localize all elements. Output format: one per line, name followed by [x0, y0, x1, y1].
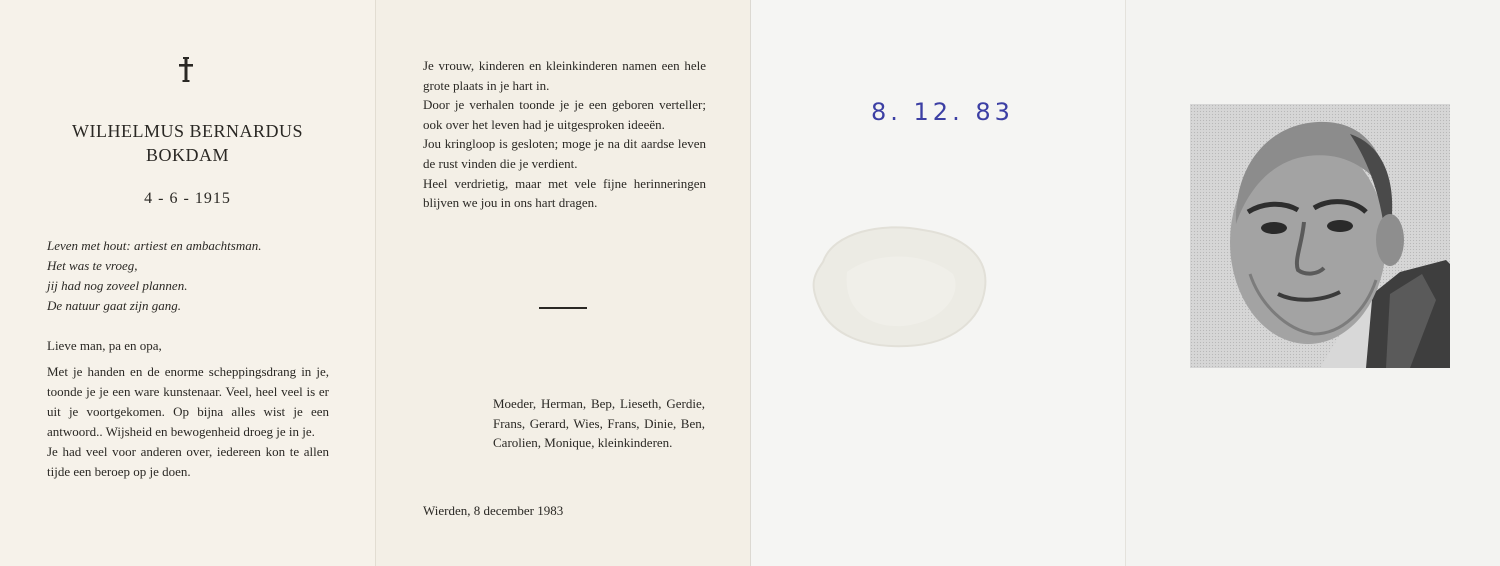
name-line-2: BOKDAM — [145, 145, 229, 165]
signers-list: Moeder, Herman, Bep, Lieseth, Gerdie, Frans, Gerard, Wies, Frans, Dinie, Ben, Carolien, Monique, kleinkinderen. — [493, 396, 705, 451]
divider-rule — [539, 307, 587, 309]
greeting: Lieve man, pa en opa, — [47, 338, 162, 353]
poem-line: De natuur gaat zijn gang. — [47, 298, 181, 313]
place-and-date: Wierden, 8 december 1983 — [423, 503, 564, 518]
tribute-paragraph: Heel verdrietig, maar met vele fijne herinneringen blijven we jou in ons hart dragen. — [423, 175, 706, 211]
card-panel-inside — [375, 0, 750, 566]
poem-line: Leven met hout: artiest en ambachtsman. — [47, 238, 262, 253]
tribute-text-right — [423, 56, 706, 213]
name-line-1: WILHELMUS BERNARDUS — [71, 121, 303, 141]
tribute-paragraph: Met je handen en de enorme scheppingsdrang in je, toonde je je een ware kunstenaar. Veel, heel veel is er uit je voortgekomen. Op bijna alles wist je een antwoord.. Wijsheid en bewogenheid droeg je in je. — [47, 364, 329, 439]
card-panel-back — [750, 0, 1125, 566]
tribute-text-left — [47, 362, 329, 482]
glue-residue-mark — [803, 222, 993, 348]
cross-icon — [176, 56, 196, 84]
birth-date: 4 - 6 - 1915 — [144, 190, 231, 207]
poem-line: jij had nog zoveel plannen. — [47, 278, 188, 293]
card-panel-photo — [1125, 0, 1500, 566]
tribute-paragraph: Je vrouw, kinderen en kleinkinderen namen een hele grote plaats in je hart in. — [423, 58, 706, 93]
tribute-paragraph: Je had veel voor anderen over, iedereen kon te allen tijde een beroep op je doen. — [47, 444, 329, 479]
portrait-photo — [1190, 104, 1450, 368]
handwritten-date: 8. 12. 83 — [871, 98, 1014, 126]
tribute-paragraph: Jou kringloop is gesloten; moge je na dit aardse leven de rust vinden die je verdient. — [423, 136, 706, 171]
poem — [47, 236, 261, 316]
poem-line: Het was te vroeg, — [47, 258, 138, 273]
card-panel-front — [0, 0, 375, 566]
tribute-paragraph: Door je verhalen toonde je je een geboren verteller; ook over het leven had je uitgesproken ideeën. — [423, 97, 706, 132]
